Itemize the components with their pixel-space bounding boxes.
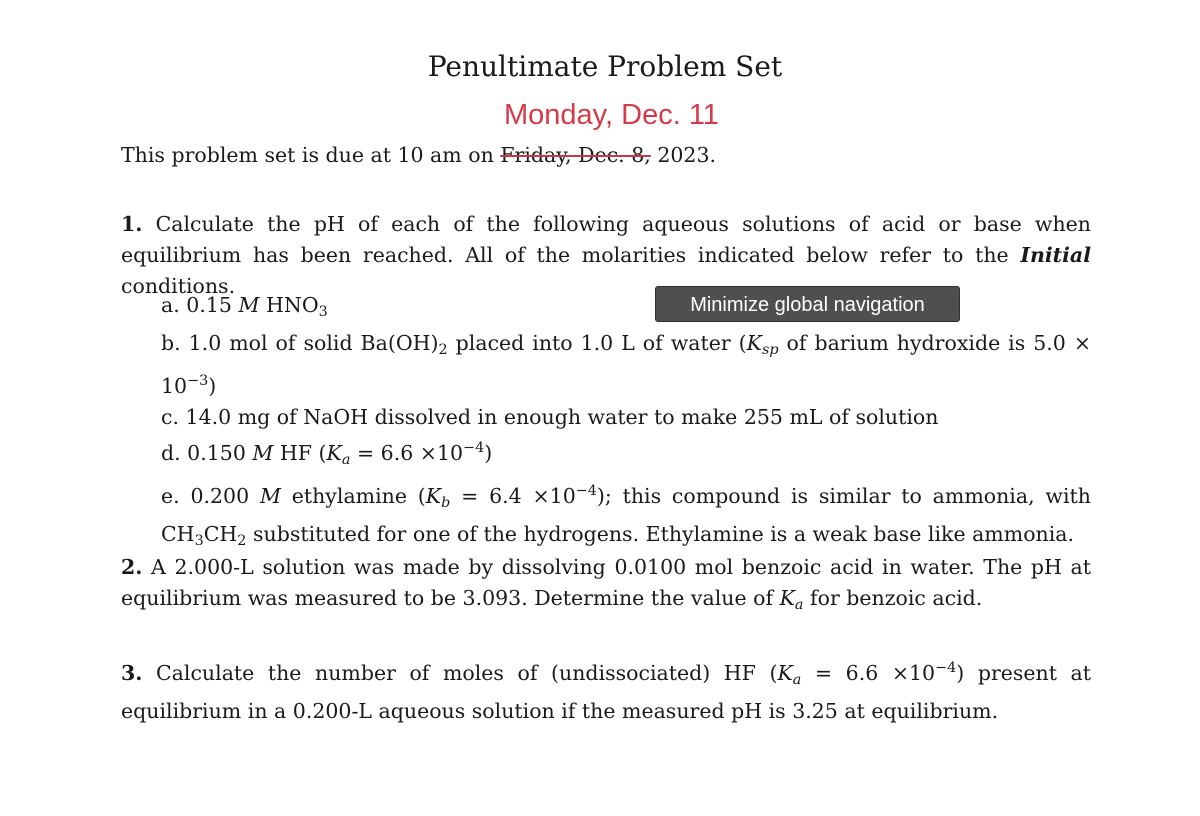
item-e-text: 0.200 bbox=[190, 483, 250, 508]
problem-2-k: K bbox=[779, 586, 795, 610]
item-b-exponent: −3 bbox=[187, 373, 209, 390]
item-b-k: K bbox=[746, 331, 762, 356]
problem-1-items bbox=[161, 290, 1091, 557]
item-d-exponent: −4 bbox=[463, 439, 485, 456]
item-b-text-3: of barium hydroxide is 5.0 × 10 bbox=[161, 331, 1092, 398]
item-b-text: 1.0 mol of solid Ba(OH) bbox=[188, 331, 439, 356]
item-d-molar: M bbox=[252, 440, 274, 465]
handwritten-date-annotation: Monday, Dec. 11 bbox=[504, 99, 719, 131]
problem-1-text: Calculate the pH of each of the following aqueous solutions of acid or base when equilibrium has been reached. All of the molarities indicated below refer to the bbox=[121, 212, 1091, 267]
item-d-k-subscript: a bbox=[341, 451, 351, 468]
minimize-navigation-tooltip: Minimize global navigation bbox=[655, 286, 960, 322]
problem-3-number: 3. bbox=[121, 660, 143, 685]
item-e-label: e. bbox=[161, 483, 180, 508]
item-e-text-4: ); this compound is similar to ammonia, with CH bbox=[161, 483, 1091, 546]
item-e-k: K bbox=[425, 483, 442, 508]
problem-3-exponent: −4 bbox=[935, 660, 957, 676]
item-e-subscript-2: 2 bbox=[237, 532, 247, 549]
problem-1-number: 1. bbox=[121, 212, 143, 236]
item-a-text: 0.15 bbox=[186, 293, 232, 317]
item-a-formula: HNO bbox=[266, 293, 319, 317]
item-d-k: K bbox=[326, 440, 342, 465]
item-e-text-3: = 6.4 ×10 bbox=[461, 483, 576, 508]
problem-2-k-subscript: a bbox=[794, 597, 804, 614]
item-e-subscript-1: 3 bbox=[194, 532, 204, 549]
item-d-text-3: = 6.6 ×10 bbox=[356, 440, 464, 465]
item-b-text-2: placed into 1.0 L of water ( bbox=[455, 331, 747, 356]
item-b-subscript: 2 bbox=[438, 342, 448, 359]
problem-2 bbox=[121, 552, 1091, 621]
item-d-text: 0.150 bbox=[187, 440, 246, 465]
item-b bbox=[161, 328, 1091, 402]
due-year: 2023. bbox=[657, 143, 716, 167]
problem-3 bbox=[121, 653, 1091, 727]
item-e-text-2: ethylamine ( bbox=[291, 483, 426, 508]
item-c bbox=[161, 402, 1091, 433]
problem-2-number: 2. bbox=[121, 555, 143, 579]
problem-1-text-after: conditions. bbox=[121, 274, 236, 298]
item-e-exponent: −4 bbox=[575, 482, 597, 499]
item-a-molar: M bbox=[238, 293, 260, 317]
problem-3-k: K bbox=[777, 660, 793, 685]
page-title: Penultimate Problem Set bbox=[427, 50, 783, 83]
item-e-text-5: CH bbox=[203, 521, 238, 546]
problem-3-text-after: ) present at equilibrium in a 0.200-L aqueous solution if the measured pH is 3.25 at equilibrium. bbox=[121, 660, 1092, 723]
item-e-k-subscript: b bbox=[441, 494, 451, 511]
item-e bbox=[161, 476, 1091, 557]
problem-2-text: A 2.000-L solution was made by dissolving 0.0100 mol benzoic acid in water. The pH at equilibrium was measured to be 3.093. Determine the value of bbox=[121, 555, 1091, 610]
problem-3-k-subscript: a bbox=[792, 671, 802, 688]
item-c-text: 14.0 mg of NaOH dissolved in enough water to make 255 mL of solution bbox=[185, 404, 939, 429]
item-b-label: b. bbox=[161, 331, 181, 356]
due-prefix: This problem set is due at 10 am on bbox=[121, 143, 494, 167]
problem-2-text-after: for benzoic acid. bbox=[810, 586, 983, 610]
item-a-label: a. bbox=[161, 293, 180, 317]
item-b-k-subscript: sp bbox=[761, 342, 779, 359]
item-b-close: ) bbox=[208, 373, 217, 398]
item-a-subscript: 3 bbox=[318, 304, 328, 321]
item-d-label: d. bbox=[161, 440, 181, 465]
struck-original-date: Friday, Dec. 8, bbox=[500, 143, 651, 167]
item-d-close: ) bbox=[484, 440, 493, 465]
due-date-line bbox=[121, 143, 716, 167]
item-e-molar: M bbox=[259, 483, 281, 508]
item-c-label: c. bbox=[161, 404, 179, 429]
item-d-text-2: HF ( bbox=[279, 440, 327, 465]
problem-1-emphasis: Initial bbox=[1020, 243, 1091, 267]
item-e-text-6: substituted for one of the hydrogens. Ethylamine is a weak base like ammonia. bbox=[252, 521, 1075, 546]
item-d bbox=[161, 433, 1091, 476]
problem-3-text-2: = 6.6 ×10 bbox=[814, 660, 936, 685]
problem-3-text: Calculate the number of moles of (undissociated) HF ( bbox=[155, 660, 778, 685]
